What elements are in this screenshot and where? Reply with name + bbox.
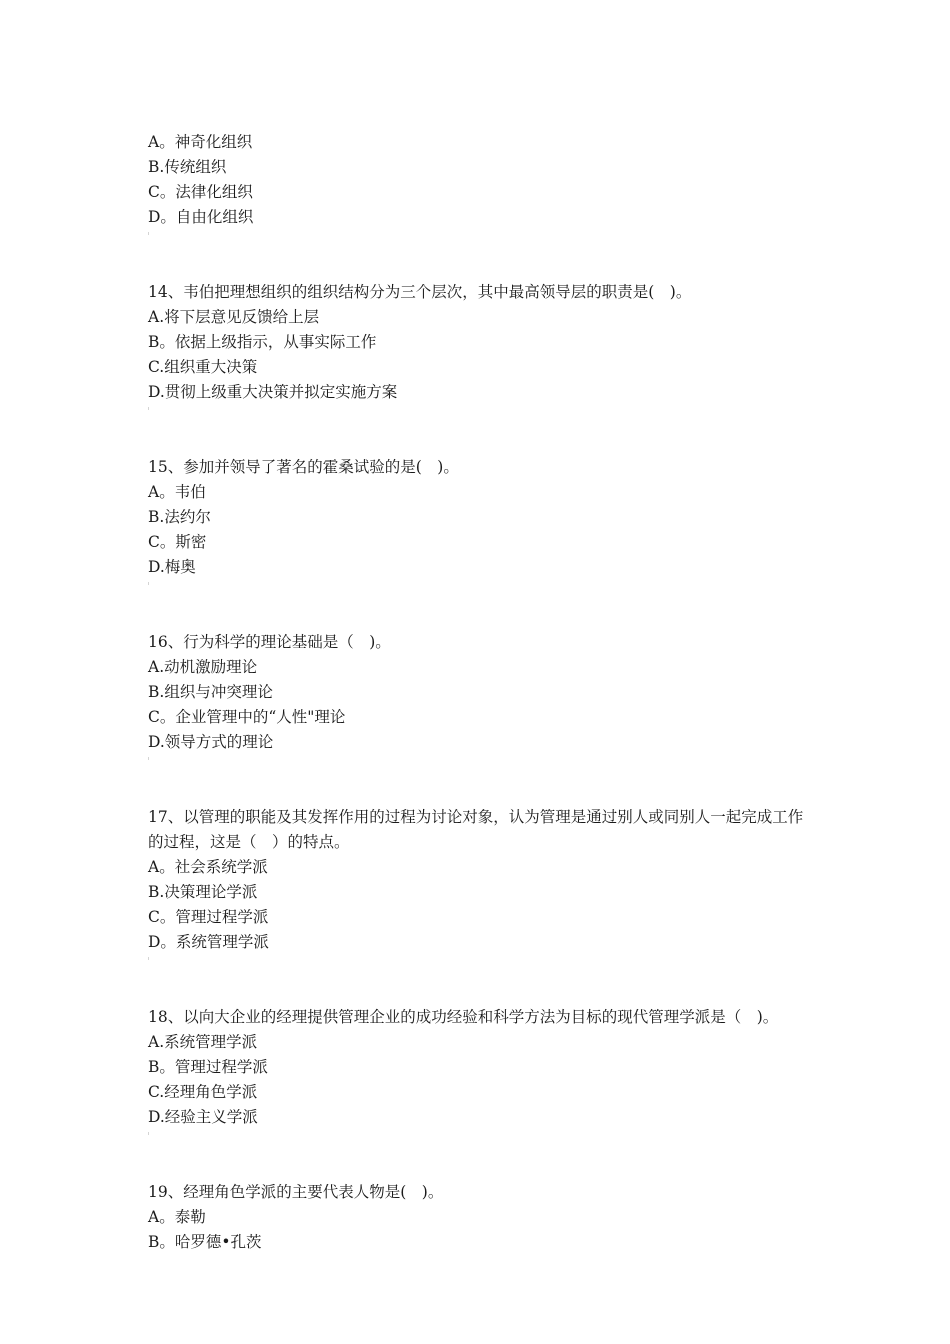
paragraph-mark (148, 407, 151, 419)
option-15-c: C。斯密 (148, 533, 207, 551)
spacer (148, 244, 808, 280)
question-16-title: 16、行为科学的理论基础是（ )。 (148, 633, 391, 651)
option-18-b: B。管理过程学派 (148, 1058, 268, 1076)
option-17-d: D。系统管理学派 (148, 933, 269, 951)
option-13-b: B.传统组织 (148, 158, 227, 176)
question-19 (148, 1180, 808, 1255)
option-14-a: A.将下层意见反馈给上层 (148, 308, 320, 326)
question-18-title: 18、以向大企业的经理提供管理企业的成功经验和科学方法为目标的现代管理学派是（ )。 (148, 1008, 779, 1026)
paragraph-mark (148, 232, 151, 244)
paragraph-mark (148, 957, 151, 969)
question-19-title: 19、经理角色学派的主要代表人物是( )。 (148, 1183, 444, 1201)
option-16-d: D.领导方式的理论 (148, 733, 274, 751)
option-14-c: C.组织重大决策 (148, 358, 258, 376)
option-16-a: A.动机激励理论 (148, 658, 258, 676)
option-14-b: B。依据上级指示，从事实际工作 (148, 333, 377, 351)
paragraph-mark (148, 757, 151, 769)
question-15 (148, 455, 808, 630)
question-18 (148, 1005, 808, 1180)
option-15-b: B.法约尔 (148, 508, 211, 526)
option-15-d: D.梅奥 (148, 558, 196, 576)
question-15-title: 15、参加并领导了著名的霍桑试验的是( )。 (148, 458, 459, 476)
option-14-d: D.贯彻上级重大决策并拟定实施方案 (148, 383, 398, 401)
option-17-b: B.决策理论学派 (148, 883, 258, 901)
option-17-a: A。社会系统学派 (148, 858, 268, 876)
question-17-title: 17、以管理的职能及其发挥作用的过程为讨论对象，认为管理是通过别人或同别人一起完成工作的过程，这是（ ）的特点。 (148, 808, 804, 851)
option-16-b: B.组织与冲突理论 (148, 683, 273, 701)
spacer (148, 969, 808, 1005)
option-18-a: A.系统管理学派 (148, 1033, 258, 1051)
question-16 (148, 630, 808, 805)
question-14-title: 14、韦伯把理想组织的组织结构分为三个层次，其中最高领导层的职责是( )。 (148, 283, 692, 301)
spacer (148, 594, 808, 630)
option-18-c: C.经理角色学派 (148, 1083, 258, 1101)
option-13-d: D。自由化组织 (148, 208, 254, 226)
option-13-c: C。法律化组织 (148, 183, 253, 201)
question-17 (148, 805, 808, 1005)
option-17-c: C。管理过程学派 (148, 908, 269, 926)
page-content (148, 130, 808, 1255)
option-19-a: A。泰勒 (148, 1208, 206, 1226)
option-18-d: D.经验主义学派 (148, 1108, 258, 1126)
option-16-c: C。企业管理中的“人性"理论 (148, 708, 346, 726)
question-13-options (148, 130, 808, 280)
question-14 (148, 280, 808, 455)
option-15-a: A。韦伯 (148, 483, 206, 501)
paragraph-mark (148, 1132, 151, 1144)
paragraph-mark (148, 582, 151, 594)
spacer (148, 1144, 808, 1180)
spacer (148, 419, 808, 455)
option-13-a: A。神奇化组织 (148, 133, 253, 151)
option-19-b: B。哈罗德•孔茨 (148, 1233, 262, 1251)
spacer (148, 769, 808, 805)
